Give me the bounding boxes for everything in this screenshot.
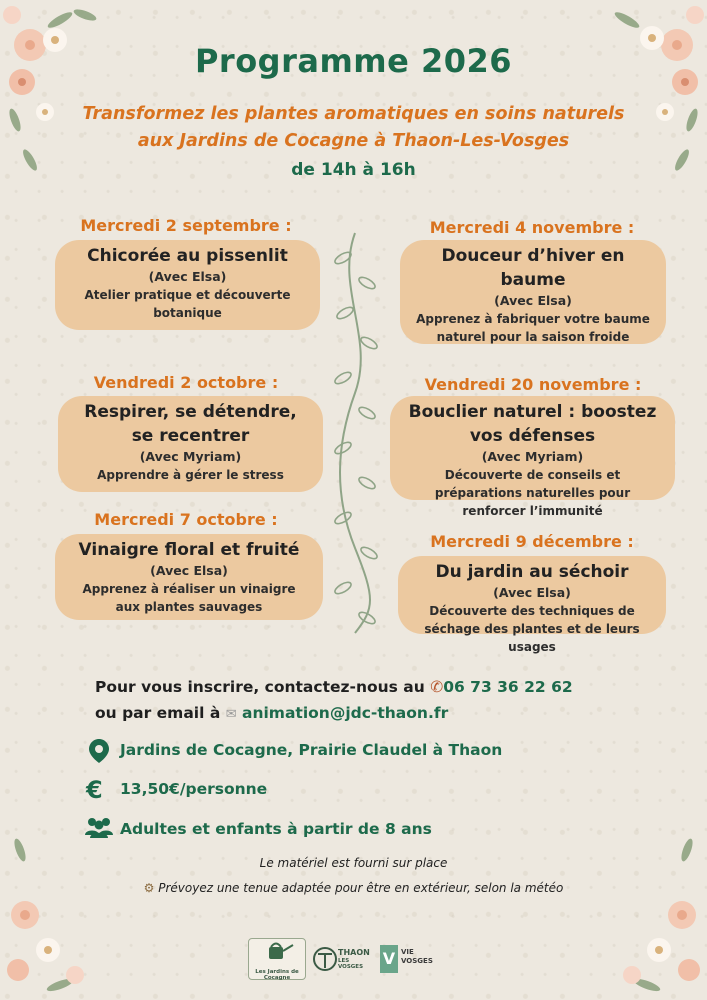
- contact-line-email: [95, 704, 655, 722]
- euro-icon: €: [86, 776, 103, 804]
- event-description: Apprendre à gérer le stress: [97, 468, 284, 482]
- event-person: (Avec Myriam): [139, 449, 242, 464]
- event-day: Mercredi 2 septembre :: [80, 216, 292, 235]
- logo-thaon: [312, 942, 372, 976]
- page-title: Programme 2026: [194, 42, 513, 80]
- event-title: Douceur d’hiver en baume: [441, 246, 625, 290]
- event-description: Apprenez à fabriquer votre baume naturel pour la saison froide: [416, 312, 650, 344]
- event-title: Du jardin au séchoir: [435, 562, 629, 582]
- thaon-line-2: LES VOSGES: [338, 958, 364, 970]
- event-person: (Avec Elsa): [494, 293, 572, 308]
- vine-divider: [325, 228, 385, 638]
- location-pin-icon: [88, 738, 110, 764]
- contact-prefix: Pour vous inscrire, contactez-nous au: [95, 678, 425, 696]
- phone-link[interactable]: 06 73 36 22 62: [443, 678, 573, 696]
- person-icon: ⚙: [143, 881, 155, 895]
- event-card: [55, 534, 323, 620]
- event-description: Atelier pratique et découverte botanique: [84, 288, 291, 320]
- mail-icon: ✉: [225, 707, 237, 722]
- vosges-line-1: VIE: [401, 948, 414, 956]
- email-link[interactable]: animation@jdc-thaon.fr: [242, 704, 449, 722]
- price-text: 13,50€/personne: [120, 780, 268, 798]
- vosges-line-2: VOSGES: [401, 957, 433, 965]
- event-day: Mercredi 7 octobre :: [94, 510, 278, 529]
- thaon-emblem-icon: [312, 944, 338, 974]
- event-title: Respirer, se détendre, se recentrer: [84, 402, 297, 446]
- location-text: Jardins de Cocagne, Prairie Claudel à Thaon: [120, 741, 503, 759]
- event-card: [390, 396, 675, 518]
- event-description: Découverte des techniques de séchage des plantes et de leurs usages: [424, 604, 640, 654]
- contact-line-phone: [95, 678, 655, 696]
- subtitle-line-2: aux Jardins de Cocagne à Thaon-Les-Vosges: [137, 131, 570, 151]
- event-person: (Avec Elsa): [148, 269, 227, 284]
- event-card: [55, 240, 320, 330]
- note-clothing: [0, 881, 707, 895]
- event-card: [58, 396, 323, 492]
- audience-text: Adultes et enfants à partir de 8 ans: [120, 820, 432, 838]
- event-card: [400, 240, 666, 344]
- event-title: Chicorée au pissenlit: [87, 246, 288, 266]
- note-clothing-text: Prévoyez une tenue adaptée pour être en extérieur, selon la météo: [158, 881, 564, 895]
- subtitle-line-1: Transformez les plantes aromatiques en soins naturels: [82, 104, 625, 124]
- event-person: (Avec Myriam): [481, 449, 584, 464]
- event-day: Vendredi 20 novembre :: [424, 375, 642, 394]
- event-person: (Avec Elsa): [493, 585, 571, 600]
- event-person: (Avec Elsa): [150, 563, 228, 578]
- group-people-icon: [84, 816, 114, 838]
- event-title: Bouclier naturel : boostez vos défenses: [408, 402, 657, 446]
- email-prefix: ou par email à: [95, 704, 221, 722]
- event-day: Mercredi 4 novembre :: [429, 218, 635, 237]
- event-description: Découverte de conseils et préparations naturelles pour renforcer l’immunité: [434, 468, 631, 518]
- note-material: Le matériel est fourni sur place: [259, 856, 448, 870]
- v-mark-icon: V: [380, 945, 398, 973]
- event-day: Mercredi 9 décembre :: [430, 532, 634, 551]
- event-title: Vinaigre floral et fruité: [78, 540, 300, 560]
- phone-icon: ✆: [430, 678, 444, 696]
- logo-cocagne-text: Les Jardins de Cocagne: [255, 969, 299, 981]
- event-description: Apprenez à réaliser un vinaigre aux plantes sauvages: [82, 582, 296, 614]
- logo-jardins-de-cocagne: [248, 938, 306, 980]
- event-day: Vendredi 2 octobre :: [93, 373, 279, 392]
- floral-corner-bottom-right: [597, 820, 707, 1000]
- thaon-line-1: THAON: [338, 948, 370, 957]
- event-card: [398, 556, 666, 654]
- floral-corner-bottom-left: [0, 820, 110, 1000]
- watering-can-icon: [249, 939, 305, 965]
- logo-vie-vosges: [380, 945, 440, 975]
- hours: de 14h à 16h: [291, 160, 416, 180]
